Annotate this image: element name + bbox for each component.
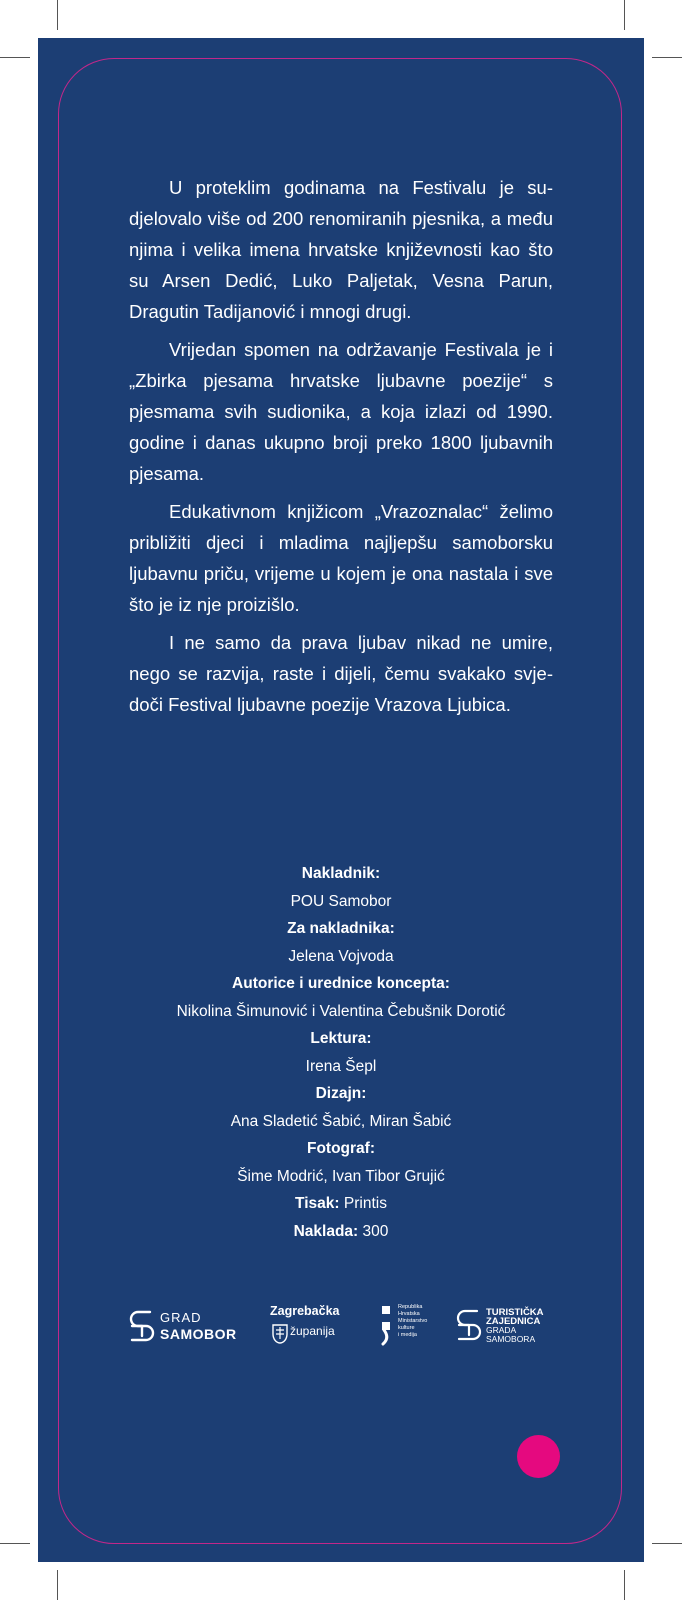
ministry-line1: Republika	[398, 1304, 423, 1310]
ministry-of-culture-logo	[380, 1304, 450, 1354]
body-text	[129, 172, 553, 727]
crop-mark-bottom-left-h	[0, 1543, 30, 1544]
for-publisher-label: Za nakladnika:	[287, 920, 395, 937]
design-label: Dizajn:	[315, 1085, 367, 1102]
photographer-label: Fotograf:	[306, 1140, 375, 1157]
coat-of-arms-icon	[272, 1324, 288, 1344]
zagrebacka-line2: županija	[290, 1324, 335, 1338]
proofreading-value: Irena Šepl	[305, 1057, 377, 1075]
tourist-board-logo	[456, 1308, 566, 1352]
grad-samobor-line2: SAMOBOR	[160, 1326, 237, 1342]
tz-line3: GRADA	[486, 1325, 517, 1335]
authors-value: Nikolina Šimunović i Valentina Čebušnik Dorotić	[176, 1002, 506, 1020]
tz-line2: ZAJEDNICA	[486, 1316, 541, 1327]
publisher-label: Nakladnik:	[301, 865, 381, 882]
edition-label: Naklada:	[293, 1222, 359, 1240]
tz-line4: SAMOBORA	[486, 1334, 536, 1344]
sponsor-logos	[120, 1302, 570, 1362]
tz-line1: TURISTIČKA	[486, 1307, 544, 1318]
design-value: Ana Sladetić Šabić, Miran Šabić	[230, 1112, 452, 1130]
ministry-line4: kulture	[398, 1325, 415, 1331]
paragraph: U proteklim godinama na Festivalu je sudjelovalo više od 200 renomiranih pjesnika, a među njima i velika imena hrvatske književnosti kao što su Arsen Dedić, Luko Paljetak, Vesna Parun, Dragutin Tadijanović i mnogi drugi.	[129, 177, 553, 322]
paragraph: I ne samo da prava ljubav nikad ne umire, nego se razvija, raste i dijeli, čemu svakako svjedoči Festival ljubavne poezije Vrazova Ljubica.	[129, 632, 553, 715]
ministry-line2: Hrvatska	[398, 1311, 420, 1317]
edition-value: 300	[362, 1222, 389, 1240]
paragraph: Edukativnom knjižicom „Vrazoznalac“ želimo približiti djeci i mladima najljepšu samoborsku ljubavnu priču, vrijeme u kojem je ona nastala i sve što je iz nje proizišlo.	[129, 501, 553, 615]
ministry-line3: Ministarstvo	[398, 1318, 428, 1324]
crop-mark-top-left-h	[0, 57, 30, 58]
crop-mark-bottom-left-v	[57, 1570, 58, 1600]
grad-samobor-mark-icon	[128, 1308, 156, 1346]
tz-mark-icon	[456, 1308, 482, 1344]
accent-dot	[517, 1435, 560, 1478]
ministry-mark-icon	[380, 1304, 394, 1346]
authors-label: Autorice i urednice koncepta:	[232, 975, 450, 992]
crop-mark-top-right-v	[624, 0, 625, 30]
crop-mark-top-right-h	[652, 57, 682, 58]
grad-samobor-line1: GRAD	[160, 1310, 202, 1325]
crop-mark-bottom-right-h	[652, 1543, 682, 1544]
publisher-value: POU Samobor	[290, 892, 392, 910]
print-label: Tisak:	[295, 1195, 340, 1212]
zagrebacka-line1: Zagrebačka	[270, 1304, 340, 1318]
proofreading-label: Lektura:	[310, 1030, 372, 1047]
print-value: Printis	[343, 1195, 387, 1212]
zagrebacka-zupanija-logo	[270, 1304, 360, 1352]
paragraph: Vrijedan spomen na održavanje Festivala je i „Zbirka pjesama hrvatske ljubavne poezije“ s pjesmama svih sudionika, a koja izlazi od 1990. godine i danas ukupno broji preko 1800 ljubavnih pjesama.	[129, 339, 553, 484]
grad-samobor-logo	[128, 1308, 248, 1348]
crop-mark-bottom-right-v	[624, 1570, 625, 1600]
crop-mark-top-left-v	[57, 0, 58, 30]
for-publisher-value: Jelena Vojvoda	[288, 947, 394, 965]
photographer-value: Šime Modrić, Ivan Tibor Grujić	[237, 1167, 445, 1185]
imprint-credits	[38, 860, 644, 1245]
ministry-line5: i medija	[398, 1332, 417, 1338]
